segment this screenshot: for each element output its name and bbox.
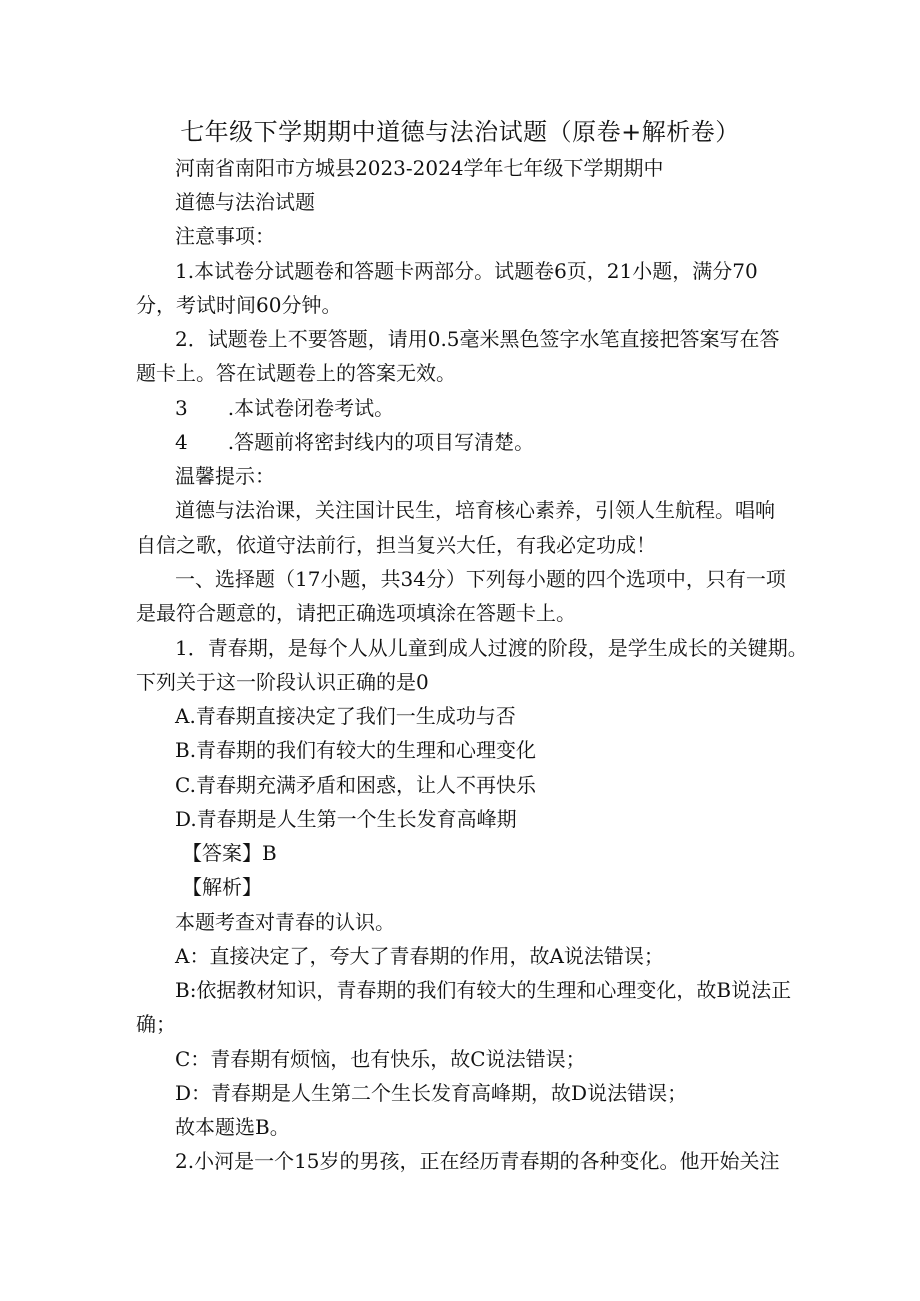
analysis-d: D：青春期是人生第二个生长发育高峰期，故D说法错误； (175, 1081, 688, 1105)
tip-text-cont: 自信之歌，依道守法前行，担当复兴大任，有我必定功成！ (136, 533, 656, 557)
option-d: D.青春期是人生第一个生长发育高峰期 (175, 807, 517, 831)
option-c: C.青春期充满矛盾和困惑，让人不再快乐 (175, 773, 536, 797)
analysis-label: 【解析】 (182, 875, 262, 899)
notice-item-2-cont: 题卡上。答在试题卷上的答案无效。 (136, 361, 456, 385)
tip-text: 道德与法治课，关注国计民生，培育核心素养，引领人生航程。唱响 (175, 498, 775, 522)
question-2: 2.小河是一个15岁的男孩，正在经历青春期的各种变化。他开始关注 (175, 1149, 780, 1173)
question-1: 1．青春期，是每个人从儿童到成人过渡的阶段，是学生成长的关键期。 (175, 636, 808, 660)
section-heading: 一、选择题（17小题，共34分）下列每小题的四个选项中，只有一项 (175, 567, 786, 591)
notice-item-1-cont: 分，考试时间60分钟。 (136, 293, 342, 317)
analysis-conclusion: 故本题选B。 (175, 1115, 290, 1139)
notice-item-2: 2．试题卷上不要答题，请用0.5毫米黑色签字水笔直接把答案写在答 (175, 327, 780, 351)
analysis-a: A：直接决定了，夸大了青春期的作用，故A说法错误； (175, 944, 664, 968)
section-heading-cont: 是最符合题意的，请把正确选项填涂在答题卡上。 (136, 601, 576, 625)
option-b: B.青春期的我们有较大的生理和心理变化 (175, 738, 537, 762)
question-1-cont: 下列关于这一阶段认识正确的是0 (136, 670, 429, 694)
option-a: A.青春期直接决定了我们一生成功与否 (175, 704, 516, 728)
answer-label: 【答案】B (182, 841, 277, 865)
notice-item-1: 1.本试卷分试题卷和答题卡两部分。试题卷6页，21小题，满分70 (175, 259, 758, 283)
notice-item-3: 3 .本试卷闭卷考试。 (175, 396, 395, 420)
subtitle-line: 道德与法治试题 (175, 190, 315, 214)
notice-heading: 注意事项： (175, 224, 275, 248)
analysis-b-cont: 确； (136, 1012, 176, 1036)
subtitle-line: 河南省南阳市方城县2023-2024学年七年级下学期期中 (175, 156, 664, 180)
analysis-text: 本题考查对青春的认识。 (175, 910, 395, 934)
notice-item-4: 4 .答题前将密封线内的项目写清楚。 (175, 430, 535, 454)
tip-heading: 温馨提示： (175, 464, 275, 488)
analysis-c: C：青春期有烦恼，也有快乐，故C说法错误； (175, 1047, 586, 1071)
analysis-b: B:依据教材知识，青春期的我们有较大的生理和心理变化，故B说法正 (175, 978, 792, 1002)
document-title: 七年级下学期期中道德与法治试题（原卷+解析卷） (180, 118, 740, 146)
